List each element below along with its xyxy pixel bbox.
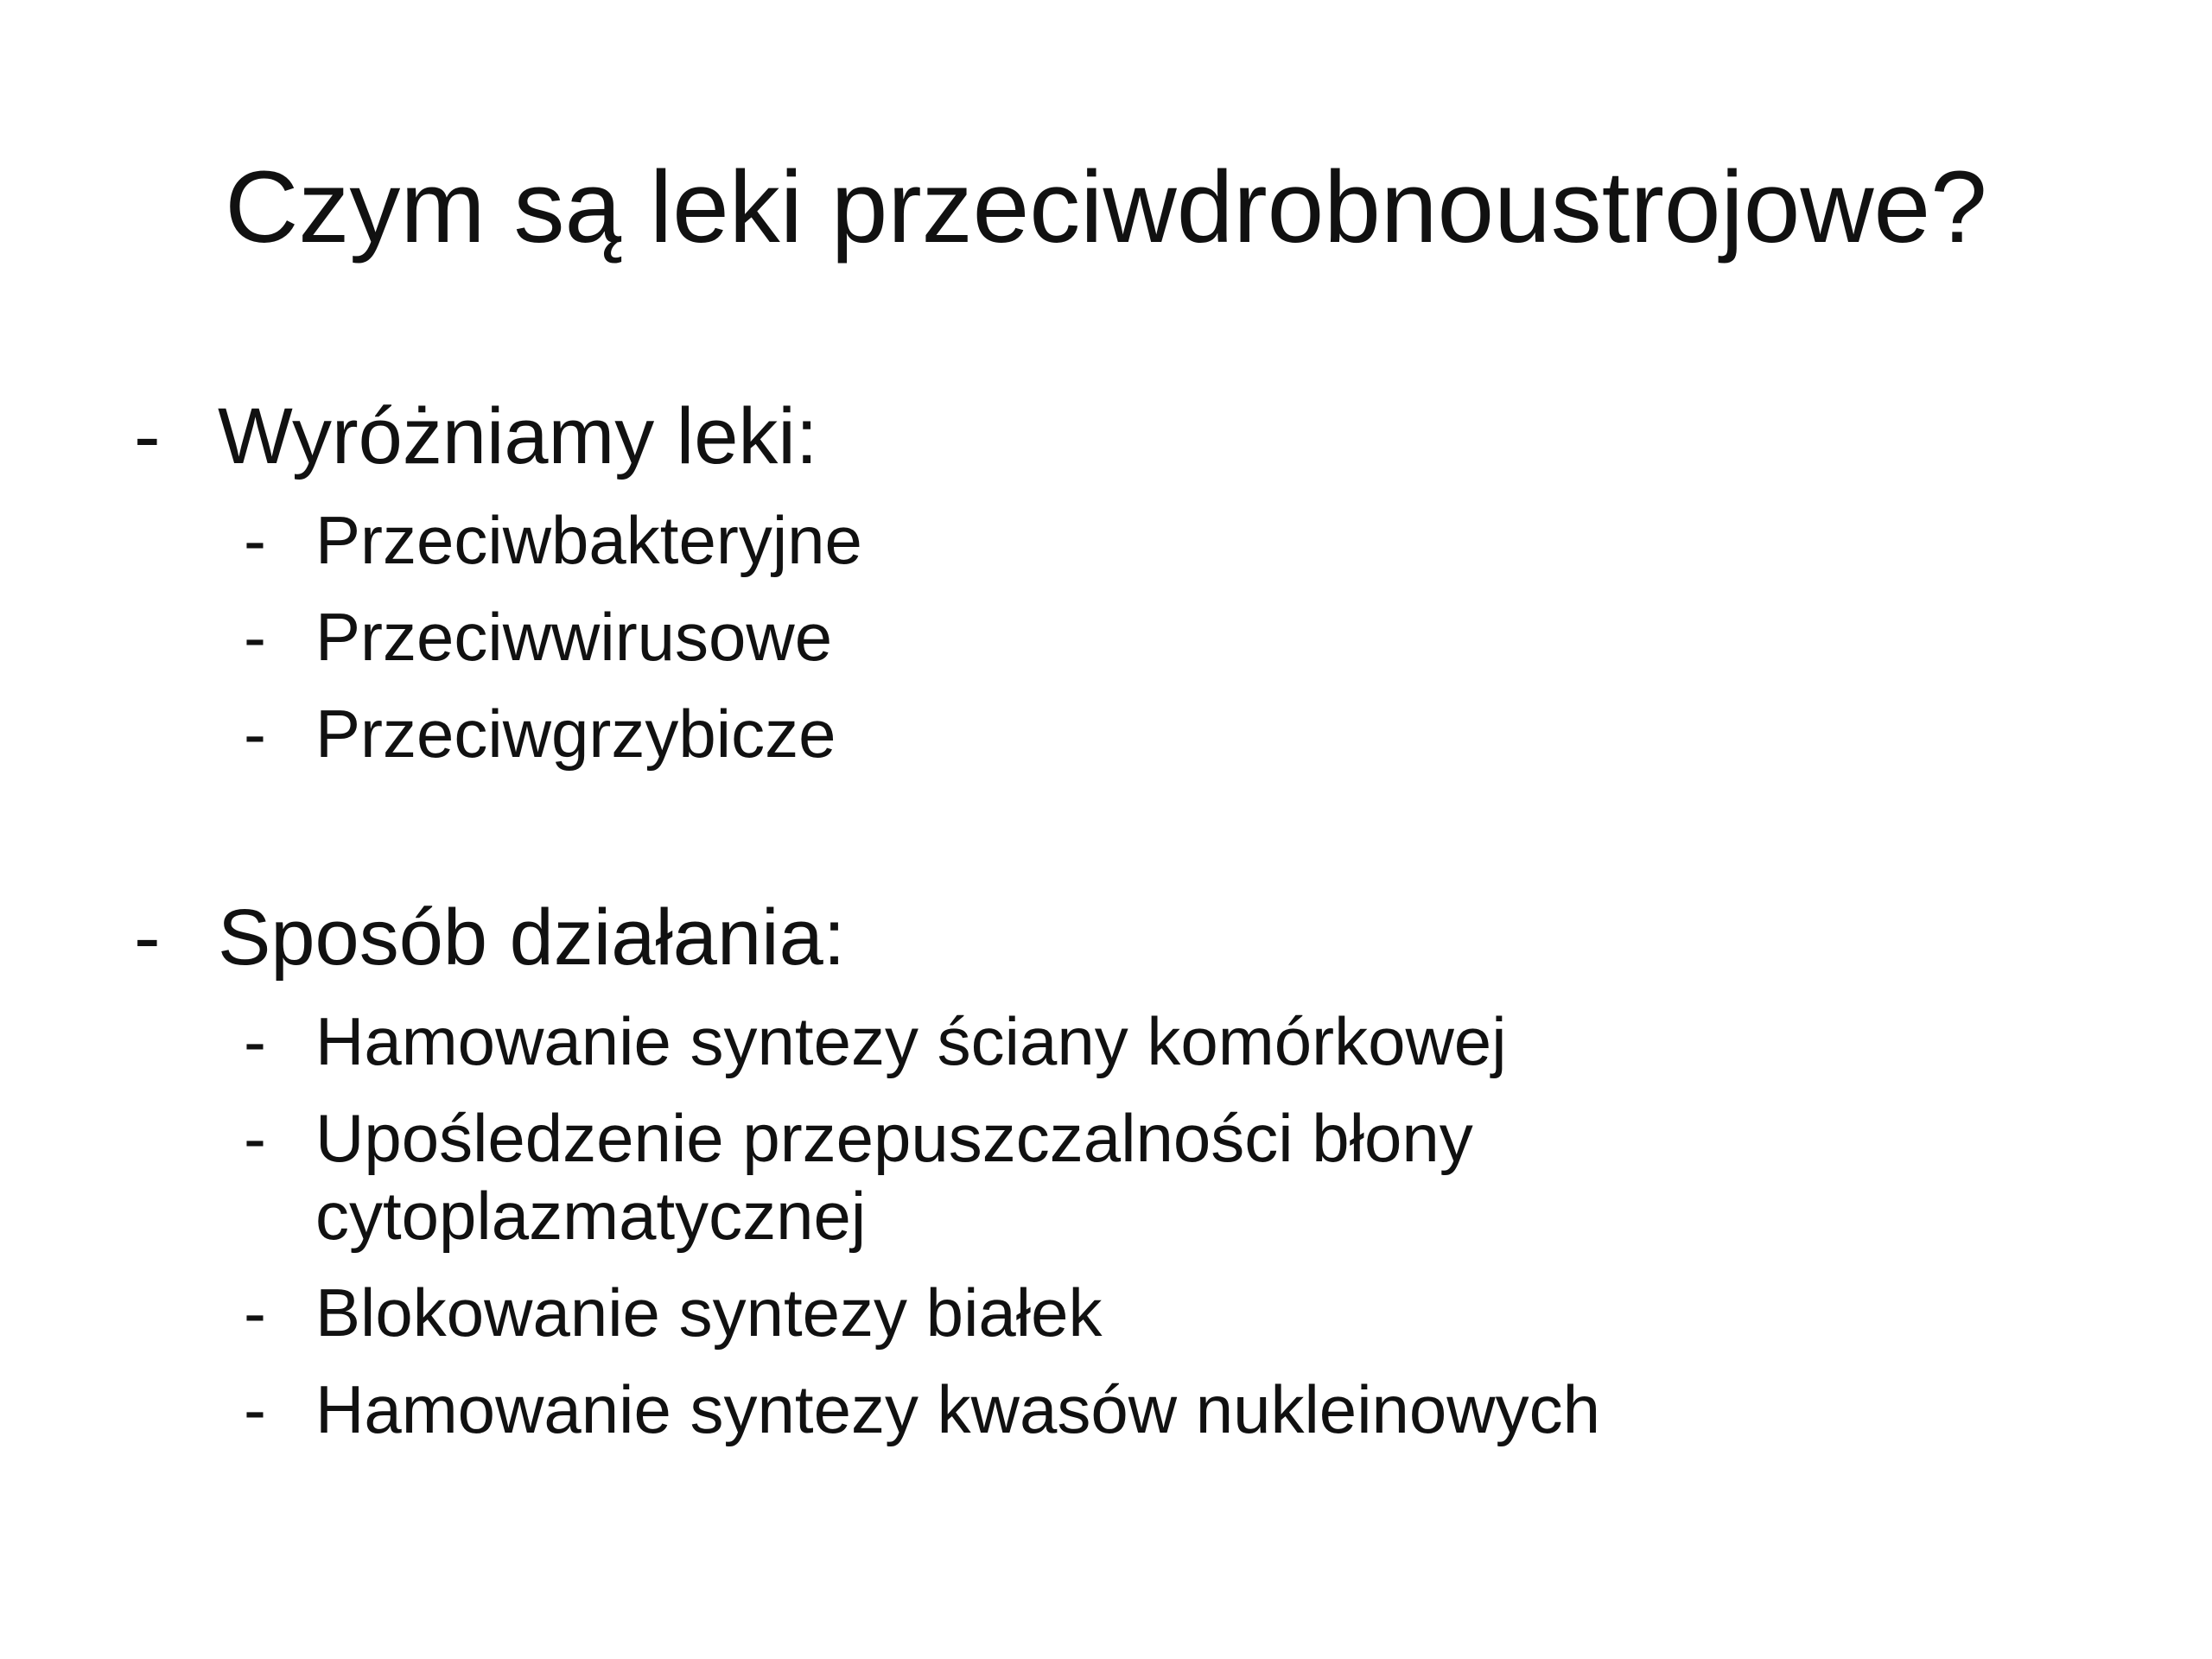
bullet-dash: - [244,1371,266,1447]
bullet-dash: - [134,893,161,982]
bullet-dash: - [244,599,266,675]
list-item-label: Przeciwgrzybicze [315,696,836,772]
bullet-dash: - [244,502,266,578]
list-item-label: cytoplazmatycznej [315,1178,867,1254]
bullet-dash: - [244,1100,266,1176]
slide-title: Czym są leki przeciwdrobnoustrojowe? [225,150,1987,264]
list-item-label: Przeciwwirusowe [315,599,833,675]
bullet-dash: - [244,1003,266,1079]
list-item-label: Hamowanie syntezy kwasów nukleinowych [315,1371,1600,1447]
list-item-label: Upośledzenie przepuszczalności błony [315,1100,1473,1176]
section-heading-label: Sposób działania: [218,893,846,982]
bullet-dash: - [244,696,266,772]
bullet-dash: - [134,392,161,480]
list-item-label: Hamowanie syntezy ściany komórkowej [315,1003,1507,1079]
bullet-dash: - [244,1274,266,1351]
section-heading-label: Wyróżniamy leki: [218,392,818,480]
list-item-label: Przeciwbakteryjne [315,502,862,578]
list-item-label: Blokowanie syntezy białek [315,1274,1103,1351]
